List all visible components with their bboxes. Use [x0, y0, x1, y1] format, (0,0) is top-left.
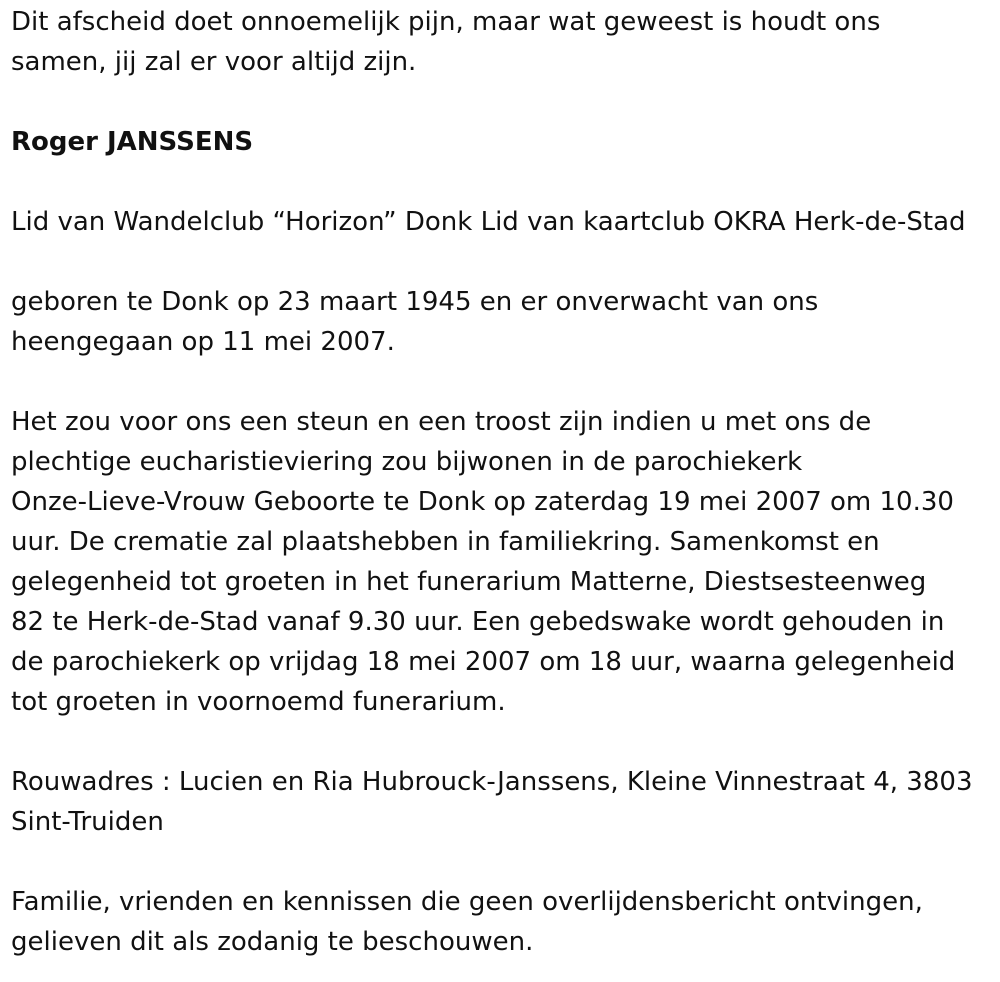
memberships-text: Lid van Wandelclub “Horizon” Donk Lid van kaartclub OKRA Herk-de-Stad — [11, 207, 966, 237]
text-line: Onze-Lieve-Vrouw Geboorte te Donk op zaterdag 19 mei 2007 om 10.30 — [11, 487, 954, 517]
text-line: gelegenheid tot groeten in het funerarium Matterne, Diestsesteenweg — [11, 567, 927, 597]
text-line: Familie, vrienden en kennissen die geen overlijdensbericht ontvingen, — [11, 887, 923, 917]
address-paragraph — [11, 762, 990, 842]
deceased-name: Roger JANSSENS — [11, 127, 254, 157]
text-line: Sint-Truiden — [11, 807, 164, 837]
memberships-paragraph — [11, 202, 990, 242]
intro-paragraph — [11, 2, 990, 82]
text-line: Rouwadres : Lucien en Ria Hubrouck-Janssens, Kleine Vinnestraat 4, 3803 — [11, 767, 973, 797]
text-line: geboren te Donk op 23 maart 1945 en er onverwacht van ons — [11, 287, 819, 317]
text-line: Het zou voor ons een steun en een troost zijn indien u met ons de — [11, 407, 872, 437]
text-line: gelieven dit als zodanig te beschouwen. — [11, 927, 534, 957]
closing-paragraph — [11, 882, 990, 962]
birth-death-paragraph — [11, 282, 990, 362]
text-line: Dit afscheid doet onnoemelijk pijn, maar wat geweest is houdt ons — [11, 7, 881, 37]
deceased-name-paragraph — [11, 122, 990, 162]
ceremony-paragraph — [11, 402, 990, 722]
text-line: heengegaan op 11 mei 2007. — [11, 327, 395, 357]
text-line: de parochiekerk op vrijdag 18 mei 2007 om 18 uur, waarna gelegenheid — [11, 647, 956, 677]
text-line: samen, jij zal er voor altijd zijn. — [11, 47, 417, 77]
text-line: 82 te Herk-de-Stad vanaf 9.30 uur. Een gebedswake wordt gehouden in — [11, 607, 945, 637]
text-line: tot groeten in voornoemd funerarium. — [11, 687, 506, 717]
text-line: uur. De crematie zal plaatshebben in familiekring. Samenkomst en — [11, 527, 880, 557]
text-line: plechtige eucharistieviering zou bijwonen in de parochiekerk — [11, 447, 803, 477]
